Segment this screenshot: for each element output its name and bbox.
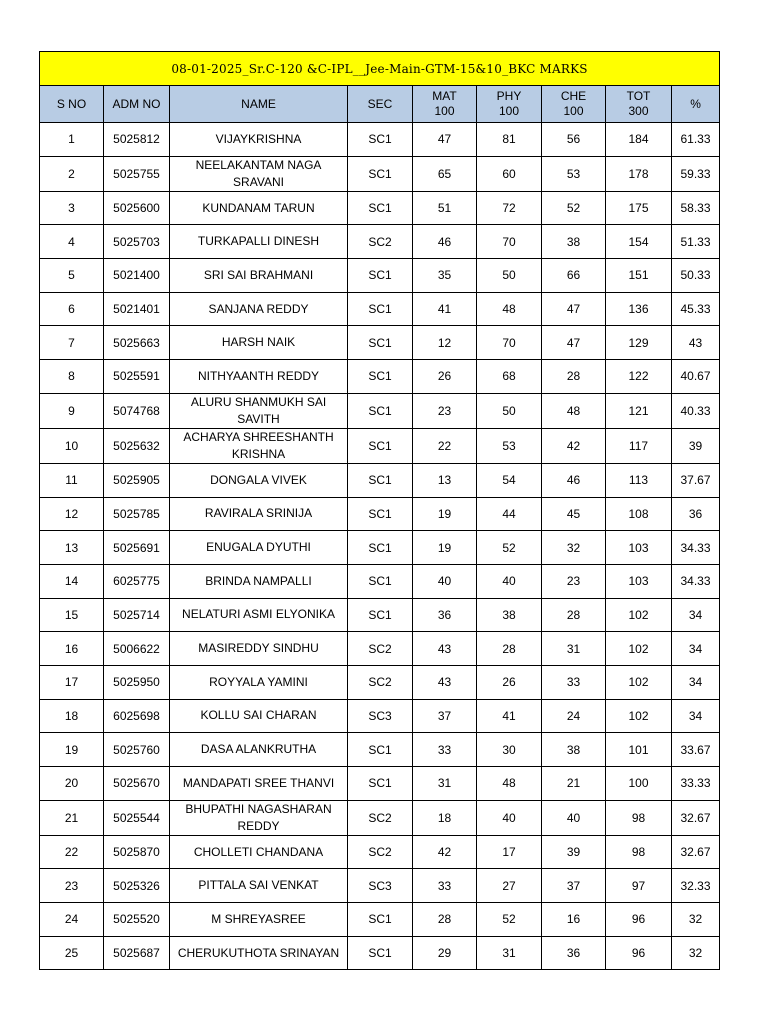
cell-name: BRINDA NAMPALLI <box>170 564 348 598</box>
table-row <box>40 733 720 767</box>
table-row <box>40 835 720 869</box>
cell-phy: 27 <box>477 869 542 903</box>
cell-adm-no: 5025703 <box>104 225 170 259</box>
cell-name: KOLLU SAI CHARAN <box>170 699 348 733</box>
cell-mat: 18 <box>413 800 477 835</box>
cell-sec: SC2 <box>348 632 413 666</box>
cell-adm-no: 5025691 <box>104 531 170 565</box>
cell-mat: 19 <box>413 531 477 565</box>
cell-mat: 35 <box>413 259 477 293</box>
table-row <box>40 665 720 699</box>
cell-sec: SC1 <box>348 123 413 157</box>
cell-adm-no: 5025670 <box>104 767 170 801</box>
cell-tot: 100 <box>606 767 672 801</box>
cell-phy: 48 <box>477 767 542 801</box>
cell-che: 48 <box>542 393 606 428</box>
cell-adm-no: 5025785 <box>104 497 170 531</box>
cell-phy: 48 <box>477 292 542 326</box>
cell-percent: 50.33 <box>672 259 720 293</box>
cell-name: CHERUKUTHOTA SRINAYAN <box>170 936 348 970</box>
cell-sec: SC1 <box>348 531 413 565</box>
cell-tot: 102 <box>606 632 672 666</box>
cell-percent: 34.33 <box>672 531 720 565</box>
cell-mat: 31 <box>413 767 477 801</box>
cell-sec: SC1 <box>348 497 413 531</box>
cell-sno: 11 <box>40 463 104 497</box>
cell-sno: 13 <box>40 531 104 565</box>
cell-sno: 19 <box>40 733 104 767</box>
cell-che: 37 <box>542 869 606 903</box>
cell-adm-no: 5025520 <box>104 903 170 937</box>
cell-name: ROYYALA YAMINI <box>170 665 348 699</box>
cell-sec: SC1 <box>348 360 413 394</box>
table-row <box>40 259 720 293</box>
cell-sno: 24 <box>40 903 104 937</box>
cell-tot: 98 <box>606 800 672 835</box>
cell-tot: 175 <box>606 191 672 225</box>
cell-mat: 22 <box>413 428 477 463</box>
cell-name: DONGALA VIVEK <box>170 463 348 497</box>
cell-che: 32 <box>542 531 606 565</box>
sheet-title: 08-01-2025_Sr.C-120 &C-IPL__Jee-Main-GTM-15&10_BKC MARKS <box>40 52 720 86</box>
cell-adm-no: 5021400 <box>104 259 170 293</box>
cell-percent: 40.67 <box>672 360 720 394</box>
cell-percent: 34 <box>672 665 720 699</box>
cell-tot: 101 <box>606 733 672 767</box>
cell-sec: SC1 <box>348 564 413 598</box>
cell-percent: 34 <box>672 699 720 733</box>
cell-phy: 70 <box>477 225 542 259</box>
cell-percent: 33.33 <box>672 767 720 801</box>
cell-mat: 33 <box>413 733 477 767</box>
cell-percent: 32.33 <box>672 869 720 903</box>
header-sec: SEC <box>348 86 413 123</box>
cell-percent: 32 <box>672 936 720 970</box>
header-sno: S NO <box>40 86 104 123</box>
cell-mat: 40 <box>413 564 477 598</box>
cell-mat: 26 <box>413 360 477 394</box>
cell-name: ACHARYA SHREESHANTH KRISHNA <box>170 428 348 463</box>
table-row <box>40 360 720 394</box>
cell-phy: 28 <box>477 632 542 666</box>
cell-che: 23 <box>542 564 606 598</box>
cell-name: SRI SAI BRAHMANI <box>170 259 348 293</box>
table-row <box>40 393 720 428</box>
cell-phy: 38 <box>477 598 542 632</box>
cell-tot: 151 <box>606 259 672 293</box>
cell-name: RAVIRALA SRINIJA <box>170 497 348 531</box>
cell-che: 24 <box>542 699 606 733</box>
cell-sno: 17 <box>40 665 104 699</box>
cell-name: ENUGALA DYUTHI <box>170 531 348 565</box>
table-row <box>40 428 720 463</box>
cell-phy: 54 <box>477 463 542 497</box>
cell-tot: 117 <box>606 428 672 463</box>
cell-sec: SC1 <box>348 156 413 191</box>
cell-adm-no: 5074768 <box>104 393 170 428</box>
cell-tot: 122 <box>606 360 672 394</box>
cell-tot: 96 <box>606 936 672 970</box>
cell-phy: 26 <box>477 665 542 699</box>
cell-mat: 13 <box>413 463 477 497</box>
cell-sno: 1 <box>40 123 104 157</box>
cell-adm-no: 5025663 <box>104 326 170 360</box>
cell-adm-no: 5025714 <box>104 598 170 632</box>
cell-che: 28 <box>542 360 606 394</box>
table-row <box>40 869 720 903</box>
cell-phy: 30 <box>477 733 542 767</box>
cell-sec: SC1 <box>348 903 413 937</box>
header-che-max: 100 <box>563 104 584 118</box>
table-row <box>40 225 720 259</box>
cell-che: 38 <box>542 225 606 259</box>
cell-name: M SHREYASREE <box>170 903 348 937</box>
cell-che: 46 <box>542 463 606 497</box>
cell-phy: 50 <box>477 393 542 428</box>
cell-percent: 61.33 <box>672 123 720 157</box>
cell-mat: 65 <box>413 156 477 191</box>
cell-phy: 81 <box>477 123 542 157</box>
cell-sno: 22 <box>40 835 104 869</box>
cell-tot: 103 <box>606 564 672 598</box>
cell-adm-no: 5025812 <box>104 123 170 157</box>
cell-percent: 37.67 <box>672 463 720 497</box>
header-tot-max: 300 <box>628 104 649 118</box>
cell-phy: 52 <box>477 531 542 565</box>
cell-adm-no: 5025755 <box>104 156 170 191</box>
cell-mat: 29 <box>413 936 477 970</box>
cell-tot: 178 <box>606 156 672 191</box>
table-row <box>40 463 720 497</box>
cell-che: 47 <box>542 292 606 326</box>
cell-mat: 33 <box>413 869 477 903</box>
cell-name: TURKAPALLI DINESH <box>170 225 348 259</box>
cell-mat: 19 <box>413 497 477 531</box>
cell-sno: 9 <box>40 393 104 428</box>
cell-tot: 136 <box>606 292 672 326</box>
cell-sno: 23 <box>40 869 104 903</box>
cell-name: DASA ALANKRUTHA <box>170 733 348 767</box>
cell-mat: 36 <box>413 598 477 632</box>
cell-mat: 12 <box>413 326 477 360</box>
cell-tot: 102 <box>606 699 672 733</box>
cell-name: ALURU SHANMUKH SAI SAVITH <box>170 393 348 428</box>
cell-percent: 58.33 <box>672 191 720 225</box>
cell-percent: 39 <box>672 428 720 463</box>
cell-name: NITHYAANTH REDDY <box>170 360 348 394</box>
cell-che: 66 <box>542 259 606 293</box>
cell-tot: 98 <box>606 835 672 869</box>
cell-mat: 43 <box>413 632 477 666</box>
header-che-label: CHE <box>560 89 587 103</box>
cell-sec: SC1 <box>348 191 413 225</box>
cell-sno: 18 <box>40 699 104 733</box>
cell-che: 31 <box>542 632 606 666</box>
cell-adm-no: 5025687 <box>104 936 170 970</box>
header-che <box>542 86 606 123</box>
cell-che: 53 <box>542 156 606 191</box>
cell-adm-no: 6025775 <box>104 564 170 598</box>
cell-percent: 32.67 <box>672 800 720 835</box>
table-row <box>40 123 720 157</box>
cell-tot: 102 <box>606 598 672 632</box>
cell-tot: 154 <box>606 225 672 259</box>
cell-tot: 113 <box>606 463 672 497</box>
header-tot-label: TOT <box>626 89 651 103</box>
cell-sno: 7 <box>40 326 104 360</box>
cell-phy: 44 <box>477 497 542 531</box>
cell-mat: 43 <box>413 665 477 699</box>
header-phy <box>477 86 542 123</box>
table-row <box>40 903 720 937</box>
cell-sno: 21 <box>40 800 104 835</box>
header-name: NAME <box>170 86 348 123</box>
cell-mat: 47 <box>413 123 477 157</box>
cell-adm-no: 5025544 <box>104 800 170 835</box>
cell-sec: SC1 <box>348 936 413 970</box>
cell-adm-no: 6025698 <box>104 699 170 733</box>
cell-sec: SC2 <box>348 835 413 869</box>
cell-phy: 52 <box>477 903 542 937</box>
cell-percent: 32.67 <box>672 835 720 869</box>
cell-name: CHOLLETI CHANDANA <box>170 835 348 869</box>
cell-percent: 32 <box>672 903 720 937</box>
cell-sec: SC1 <box>348 326 413 360</box>
cell-adm-no: 5025600 <box>104 191 170 225</box>
cell-sno: 8 <box>40 360 104 394</box>
cell-phy: 41 <box>477 699 542 733</box>
cell-tot: 129 <box>606 326 672 360</box>
cell-phy: 40 <box>477 800 542 835</box>
marks-rows <box>40 123 720 970</box>
table-row <box>40 699 720 733</box>
cell-sec: SC3 <box>348 869 413 903</box>
cell-percent: 33.67 <box>672 733 720 767</box>
cell-tot: 121 <box>606 393 672 428</box>
cell-sec: SC2 <box>348 225 413 259</box>
cell-adm-no: 5025870 <box>104 835 170 869</box>
table-row <box>40 767 720 801</box>
title-row <box>40 52 720 86</box>
cell-sec: SC2 <box>348 665 413 699</box>
cell-name: HARSH NAIK <box>170 326 348 360</box>
cell-adm-no: 5021401 <box>104 292 170 326</box>
cell-tot: 96 <box>606 903 672 937</box>
header-percent: % <box>672 86 720 123</box>
table-row <box>40 191 720 225</box>
cell-sec: SC2 <box>348 800 413 835</box>
header-phy-max: 100 <box>498 104 520 118</box>
cell-che: 40 <box>542 800 606 835</box>
cell-percent: 43 <box>672 326 720 360</box>
cell-tot: 97 <box>606 869 672 903</box>
cell-name: MANDAPATI SREE THANVI <box>170 767 348 801</box>
cell-sno: 3 <box>40 191 104 225</box>
cell-sno: 16 <box>40 632 104 666</box>
cell-phy: 72 <box>477 191 542 225</box>
cell-phy: 68 <box>477 360 542 394</box>
header-tot <box>606 86 672 123</box>
cell-sec: SC1 <box>348 598 413 632</box>
header-mat-label: MAT <box>432 89 457 103</box>
cell-phy: 53 <box>477 428 542 463</box>
cell-name: SANJANA REDDY <box>170 292 348 326</box>
cell-che: 38 <box>542 733 606 767</box>
cell-mat: 41 <box>413 292 477 326</box>
cell-che: 21 <box>542 767 606 801</box>
cell-sec: SC3 <box>348 699 413 733</box>
cell-che: 33 <box>542 665 606 699</box>
marks-table <box>39 51 720 970</box>
table-row <box>40 292 720 326</box>
cell-sno: 15 <box>40 598 104 632</box>
cell-sno: 25 <box>40 936 104 970</box>
cell-sno: 10 <box>40 428 104 463</box>
cell-che: 45 <box>542 497 606 531</box>
cell-percent: 34 <box>672 632 720 666</box>
cell-phy: 50 <box>477 259 542 293</box>
cell-sec: SC1 <box>348 292 413 326</box>
cell-sno: 20 <box>40 767 104 801</box>
cell-sec: SC1 <box>348 463 413 497</box>
cell-che: 16 <box>542 903 606 937</box>
header-mat-max: 100 <box>434 104 455 118</box>
cell-adm-no: 5025326 <box>104 869 170 903</box>
cell-mat: 42 <box>413 835 477 869</box>
cell-mat: 28 <box>413 903 477 937</box>
cell-tot: 103 <box>606 531 672 565</box>
cell-sno: 5 <box>40 259 104 293</box>
cell-sec: SC1 <box>348 393 413 428</box>
cell-name: NEELAKANTAM NAGA SRAVANI <box>170 156 348 191</box>
cell-sec: SC1 <box>348 733 413 767</box>
cell-sno: 6 <box>40 292 104 326</box>
cell-adm-no: 5025632 <box>104 428 170 463</box>
cell-percent: 45.33 <box>672 292 720 326</box>
cell-che: 42 <box>542 428 606 463</box>
table-row <box>40 497 720 531</box>
cell-phy: 31 <box>477 936 542 970</box>
cell-percent: 40.33 <box>672 393 720 428</box>
cell-mat: 37 <box>413 699 477 733</box>
cell-che: 39 <box>542 835 606 869</box>
cell-tot: 108 <box>606 497 672 531</box>
cell-che: 28 <box>542 598 606 632</box>
cell-mat: 51 <box>413 191 477 225</box>
cell-name: NELATURI ASMI ELYONIKA <box>170 598 348 632</box>
table-row <box>40 598 720 632</box>
cell-che: 52 <box>542 191 606 225</box>
cell-tot: 102 <box>606 665 672 699</box>
header-adm-no: ADM NO <box>104 86 170 123</box>
cell-percent: 34.33 <box>672 564 720 598</box>
cell-phy: 60 <box>477 156 542 191</box>
table-row <box>40 326 720 360</box>
cell-adm-no: 5025950 <box>104 665 170 699</box>
cell-che: 47 <box>542 326 606 360</box>
cell-sno: 2 <box>40 156 104 191</box>
cell-percent: 36 <box>672 497 720 531</box>
cell-phy: 40 <box>477 564 542 598</box>
cell-adm-no: 5025905 <box>104 463 170 497</box>
cell-mat: 46 <box>413 225 477 259</box>
cell-percent: 51.33 <box>672 225 720 259</box>
table-row <box>40 564 720 598</box>
cell-name: KUNDANAM TARUN <box>170 191 348 225</box>
table-row <box>40 156 720 191</box>
header-mat <box>413 86 477 123</box>
cell-sno: 12 <box>40 497 104 531</box>
table-row <box>40 800 720 835</box>
cell-percent: 34 <box>672 598 720 632</box>
cell-che: 36 <box>542 936 606 970</box>
cell-sec: SC1 <box>348 259 413 293</box>
cell-phy: 17 <box>477 835 542 869</box>
cell-mat: 23 <box>413 393 477 428</box>
cell-phy: 70 <box>477 326 542 360</box>
table-row <box>40 936 720 970</box>
cell-adm-no: 5025591 <box>104 360 170 394</box>
cell-name: MASIREDDY SINDHU <box>170 632 348 666</box>
cell-sno: 14 <box>40 564 104 598</box>
cell-sec: SC1 <box>348 428 413 463</box>
cell-name: VIJAYKRISHNA <box>170 123 348 157</box>
cell-che: 56 <box>542 123 606 157</box>
cell-tot: 184 <box>606 123 672 157</box>
cell-adm-no: 5025760 <box>104 733 170 767</box>
cell-name: BHUPATHI NAGASHARAN REDDY <box>170 800 348 835</box>
cell-sno: 4 <box>40 225 104 259</box>
cell-adm-no: 5006622 <box>104 632 170 666</box>
table-row <box>40 632 720 666</box>
table-row <box>40 531 720 565</box>
cell-sec: SC1 <box>348 767 413 801</box>
header-phy-label: PHY <box>496 89 522 103</box>
header-row <box>40 86 720 123</box>
cell-name: PITTALA SAI VENKAT <box>170 869 348 903</box>
cell-percent: 59.33 <box>672 156 720 191</box>
